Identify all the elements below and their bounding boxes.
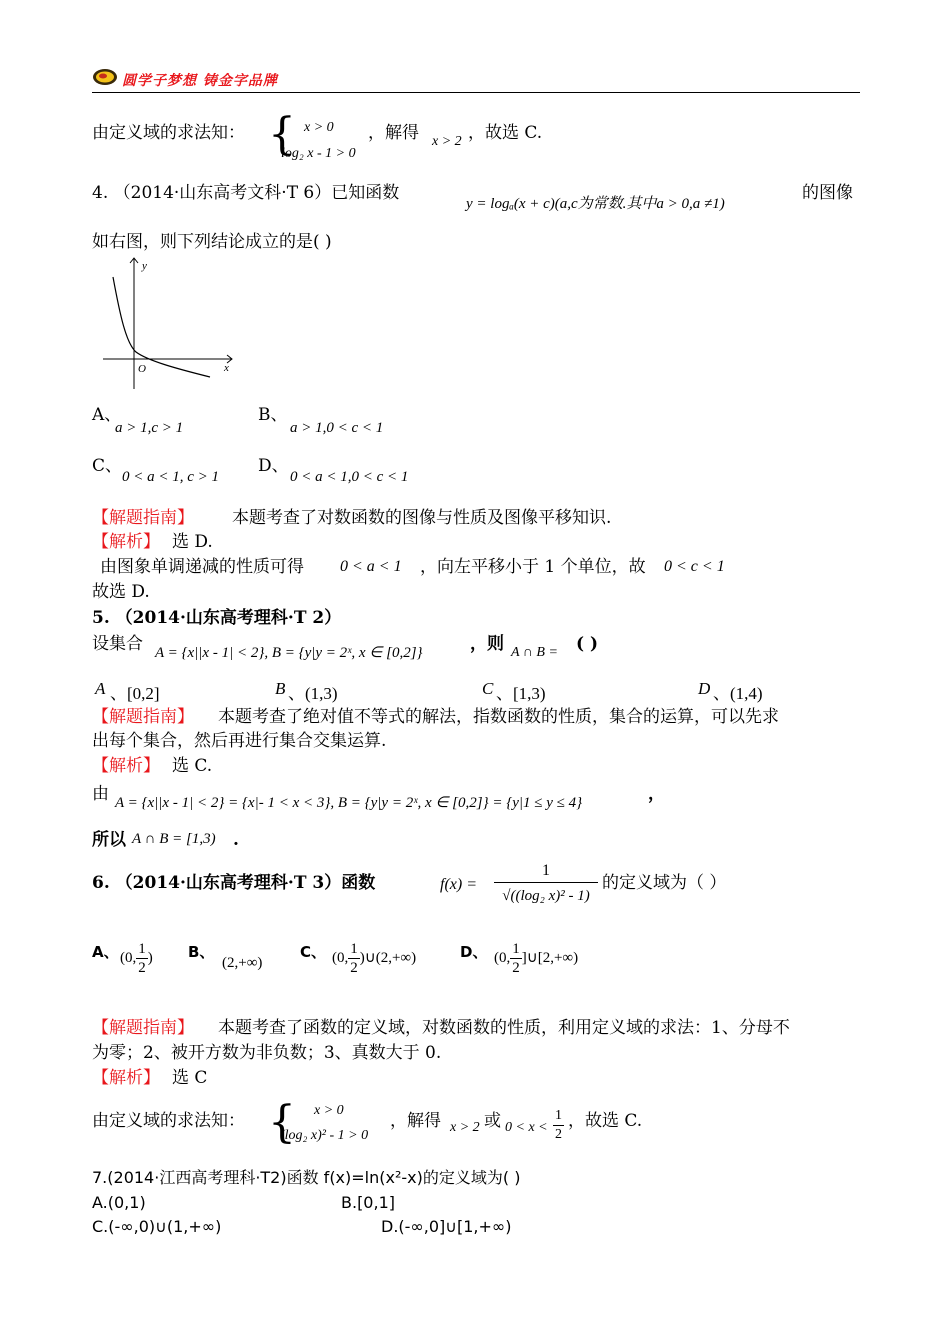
q6-func-lhs: f(x) = xyxy=(440,876,477,893)
q5-option-c-key: C xyxy=(482,679,494,698)
q6-title: 6. （2014·山东高考理科·T 3）函数 xyxy=(92,873,376,893)
half-num: 1 xyxy=(512,941,520,957)
analysis-text: 选 C xyxy=(172,1068,208,1088)
q6-option-d: (0, $\frac{1}{2}$ ]∪[2,+∞) xyxy=(494,941,579,976)
solution-end: ，故选 C. xyxy=(468,123,543,143)
system-line-2: log₂ x - 1 > 0 xyxy=(281,146,356,161)
option-a-key: A、 xyxy=(92,405,122,425)
q6-option-c-key: C、 xyxy=(300,943,327,961)
q5-option-c: 、[1,3) xyxy=(496,684,546,703)
q5-option-b: 、(1,3) xyxy=(288,684,338,703)
analysis-math-2: 0 < c < 1 xyxy=(664,558,725,575)
guide-text: 本题考查了函数的定义域，对数函数的性质，利用定义域的求法：1、分母不 xyxy=(218,1018,790,1038)
q6-option-a-key: A、 xyxy=(92,943,119,961)
analysis-conclusion: 故选 D. xyxy=(92,582,150,602)
y-axis-label: y xyxy=(142,260,147,272)
q5-option-a-key: A xyxy=(95,679,106,698)
half-den: 2 xyxy=(350,960,358,976)
analysis-line: 由 xyxy=(92,784,109,804)
solution-end: ，故选 C. xyxy=(568,1111,643,1131)
system-line-2: (log₂ x)² - 1 > 0 xyxy=(280,1128,369,1143)
analysis-math-1: 0 < a < 1 xyxy=(340,558,402,575)
guide-text-2: 出每个集合，然后再进行集合交集运算. xyxy=(92,731,387,751)
guide-text: 本题考查了对数函数的图像与性质及图像平移知识. xyxy=(232,508,612,528)
option-b: a > 1,0 < c < 1 xyxy=(290,420,384,436)
analysis-tag: 【解析】 xyxy=(92,1068,160,1088)
q6-func-fraction xyxy=(494,860,598,909)
q7-option-c: C.(-∞,0)∪(1,+∞) xyxy=(92,1217,222,1236)
origin-label: O xyxy=(138,363,146,375)
guide-tag: 【解题指南】 xyxy=(92,707,194,727)
solution-cond-2: 0 < x < xyxy=(505,1120,548,1135)
guide-tag: 【解题指南】 xyxy=(92,508,194,528)
q4-stem: 4. （2014·山东高考文科·T 6）已知函数 xyxy=(92,183,400,203)
q6-stem-end: 的定义域为（ ） xyxy=(602,873,727,893)
solution-or: 或 xyxy=(484,1111,501,1131)
analysis-tag: 【解析】 xyxy=(92,756,160,776)
option-b-key: B、 xyxy=(258,405,288,425)
solution-lead: 由定义域的求法知： xyxy=(92,1111,245,1131)
analysis-line: 由图象单调递减的性质可得 xyxy=(100,557,304,577)
analysis-line-b: ，向左平移小于 1 个单位，故 xyxy=(420,557,646,577)
q5-option-a: 、[0,2] xyxy=(110,684,160,703)
q5-option-d-key: D xyxy=(698,679,711,698)
header-rule xyxy=(92,92,860,93)
q6-option-a: (0, $\frac{1}{2}$ ) xyxy=(120,941,153,976)
solution-mid: ，解得 xyxy=(368,123,419,143)
system-brace: { xyxy=(268,109,296,160)
analysis-so: 所以 xyxy=(92,830,126,850)
option-a: a > 1,c > 1 xyxy=(115,420,184,436)
q5-title: 5. （2014·山东高考理科·T 2） xyxy=(92,608,342,628)
guide-text-2: 为零；2、被开方数为非负数；3、真数大于 0. xyxy=(92,1043,442,1063)
log-curve xyxy=(113,277,210,377)
analysis-period: . xyxy=(233,830,239,850)
guide-tag: 【解题指南】 xyxy=(92,1018,194,1038)
q6-option-b: (2,+∞) xyxy=(222,955,263,971)
q7-option-d: D.(-∞,0]∪[1,+∞) xyxy=(381,1217,512,1236)
analysis-math: A = {x||x - 1| < 2} = {x|- 1 < x < 3}, B = {y|y = 2ˣ, x ∈ [0,2]} = {y|1 ≤ y ≤ 4} xyxy=(115,795,583,811)
analysis-tag: 【解析】 xyxy=(92,532,160,552)
option-c-key: C、 xyxy=(92,456,123,476)
analysis-comma: ， xyxy=(648,784,665,804)
guide-text: 本题考查了绝对值不等式的解法，指数函数的性质，集合的运算，可以先求 xyxy=(218,707,779,727)
q5-stem: 设集合 xyxy=(92,634,143,654)
q5-intersection: A ∩ B = xyxy=(511,645,558,660)
solution-cond-1: x > 2 xyxy=(450,1120,480,1135)
option-c: 0 < a < 1, c > 1 xyxy=(122,469,220,485)
q4-function: y = logₐ(x + c)(a,c为常数.其中a > 0,a ≠1) xyxy=(466,196,725,212)
q7-title: 7.(2014·江西高考理科·T2)函数 f(x)=ln(x²-x)的定义域为( ) xyxy=(92,1168,521,1187)
q7-option-b: B.[0,1] xyxy=(341,1193,395,1212)
x-axis-label: x xyxy=(224,362,229,374)
solution-mid: ，解得 xyxy=(390,1111,441,1131)
q6-func-den: √((log₂ x)² - 1) xyxy=(502,888,590,904)
q6-func-num: 1 xyxy=(542,862,550,879)
half-num: 1 xyxy=(350,941,358,957)
q4-stem-line2: 如右图，则下列结论成立的是( ) xyxy=(92,232,332,252)
solution-condition: x > 2 xyxy=(432,134,462,149)
q5-option-d: 、(1,4) xyxy=(713,684,763,703)
q4-stem-tail: 的图像 xyxy=(802,183,853,203)
q5-sets: A = {x||x - 1| < 2}, B = {y|y = 2ˣ, x ∈ [0,2]} xyxy=(155,645,423,661)
half-num: 1 xyxy=(553,1107,564,1126)
half-den: 2 xyxy=(512,960,520,976)
half-num: 1 xyxy=(138,941,146,957)
q4-graph xyxy=(98,255,238,390)
q5-option-b-key: B xyxy=(275,679,286,698)
system-line-1: x > 0 xyxy=(304,120,334,135)
solution-lead: 由定义域的求法知： xyxy=(92,123,245,143)
q5-stem-then: ，则 xyxy=(470,634,504,654)
q7-option-a: A.(0,1) xyxy=(92,1193,146,1212)
system-brace: { xyxy=(268,1097,296,1148)
half-den: 2 xyxy=(555,1127,562,1142)
analysis-text: 选 C. xyxy=(172,756,213,776)
option-d-key: D、 xyxy=(258,456,289,476)
q6-option-c: (0, $\frac{1}{2}$ )∪(2,+∞) xyxy=(332,941,417,976)
option-d: 0 < a < 1,0 < c < 1 xyxy=(290,469,409,485)
analysis-text: 选 D. xyxy=(172,532,213,552)
q6-option-d-key: D、 xyxy=(460,943,488,961)
half-den: 2 xyxy=(138,960,146,976)
q5-paren: ( ) xyxy=(576,634,599,654)
solution-half xyxy=(553,1107,564,1144)
logo-icon xyxy=(92,67,118,87)
q6-option-b-key: B、 xyxy=(188,943,215,961)
analysis-result: A ∩ B = [1,3) xyxy=(132,831,216,847)
system-line-1: x > 0 xyxy=(314,1103,344,1118)
header-slogan: 圆学子梦想 铸金字品牌 xyxy=(122,73,278,89)
